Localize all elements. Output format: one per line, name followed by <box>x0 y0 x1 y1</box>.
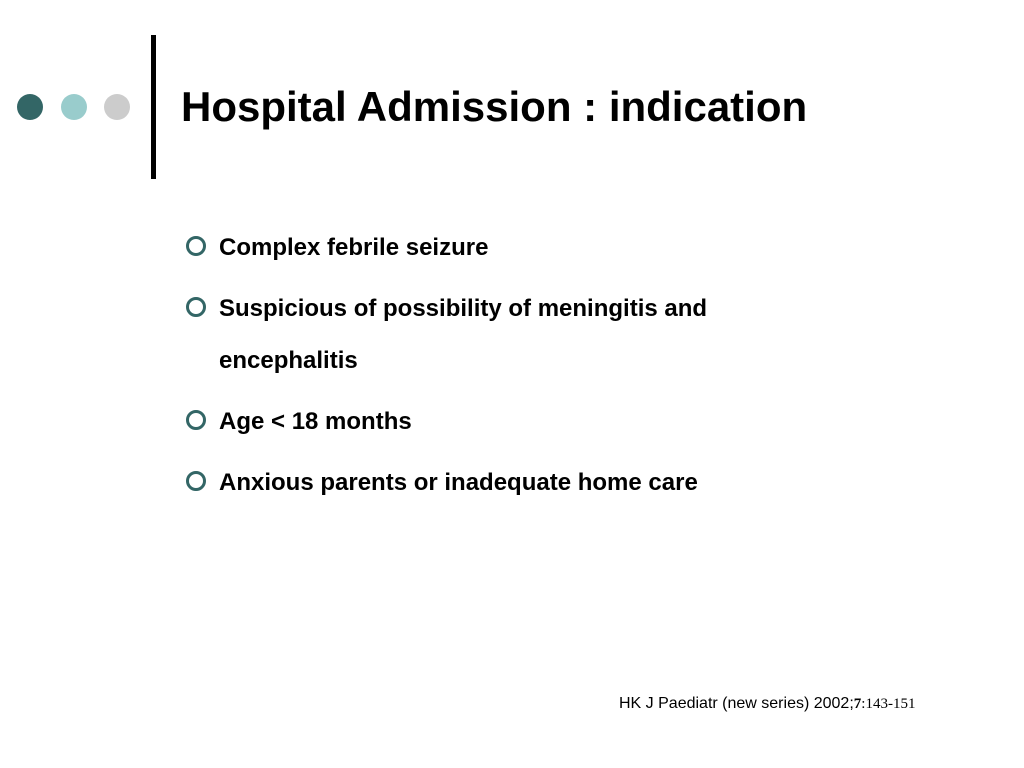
title-divider-bar <box>151 35 156 179</box>
bullet-item <box>184 396 824 448</box>
bullet-ring-icon <box>186 236 206 256</box>
bullet-ring-icon <box>186 471 206 491</box>
citation-pages: :143-151 <box>861 696 916 712</box>
dot-dark-icon <box>17 94 43 120</box>
bullet-list <box>184 222 824 518</box>
dot-gray-icon <box>104 94 130 120</box>
bullet-text: Suspicious of possibility of meningitis and encephalitis <box>219 295 708 374</box>
slide-title: Hospital Admission : indication <box>181 83 808 130</box>
citation-volume: 7 <box>853 696 862 712</box>
dot-light-icon <box>61 94 87 120</box>
citation <box>619 688 919 720</box>
bullet-text: Age < 18 months <box>219 408 412 435</box>
bullet-text: Anxious parents or inadequate home care <box>219 469 698 496</box>
citation-journal: HK J Paediatr (new series) 2002; <box>619 695 854 712</box>
bullet-ring-icon <box>186 297 206 317</box>
bullet-ring-icon <box>186 410 206 430</box>
bullet-item <box>184 457 824 509</box>
bullet-item <box>184 283 824 387</box>
bullet-item <box>184 222 824 274</box>
bullet-text: Complex febrile seizure <box>219 234 489 261</box>
